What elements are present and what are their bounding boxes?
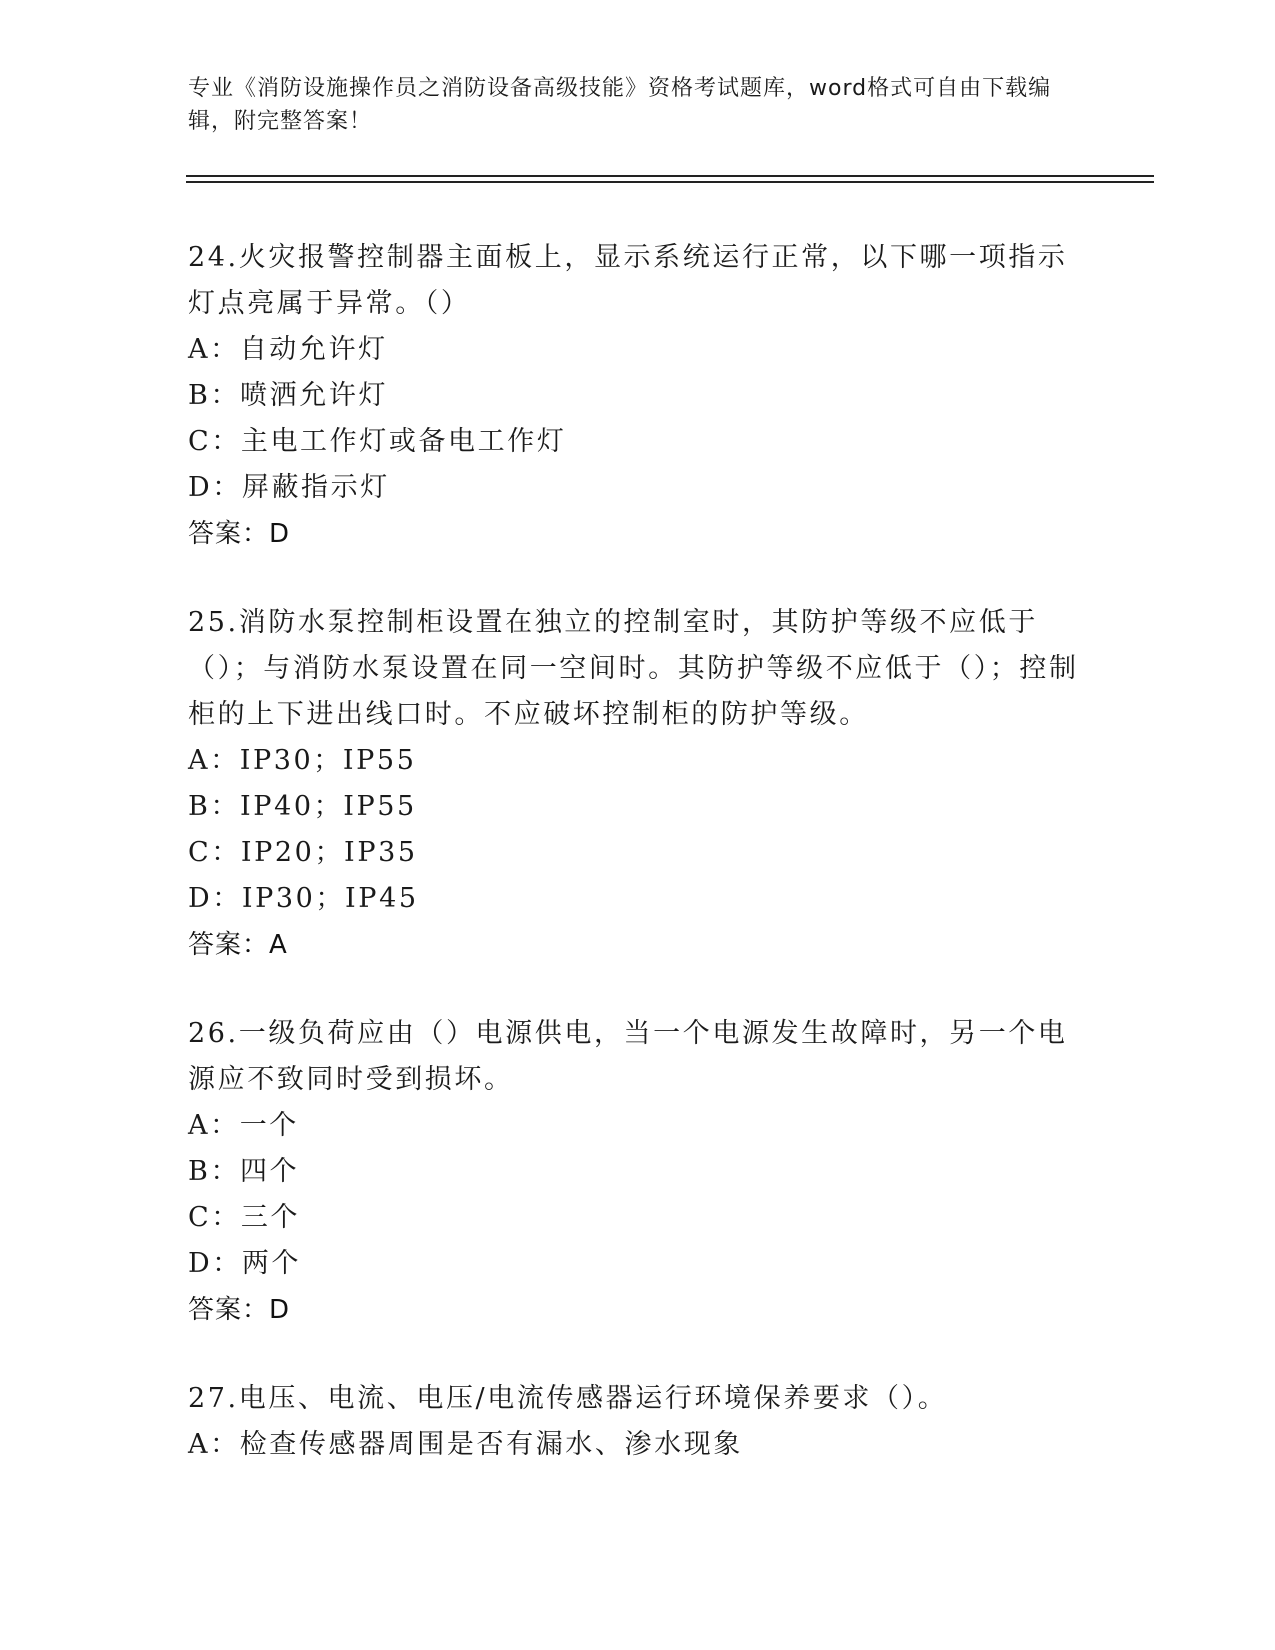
question-24 — [188, 235, 1088, 557]
option-a: A：IP30；IP55 — [188, 745, 417, 776]
header-divider-bottom — [186, 181, 1154, 183]
option-b: B：四个 — [188, 1156, 300, 1187]
question-27 — [188, 1376, 1088, 1468]
question-stem: 26.一级负荷应由（）电源供电，当一个电源发生故障时，另一个电源应不致同时受到损坏。 — [188, 1018, 1068, 1095]
option-a: A：一个 — [188, 1110, 299, 1141]
option-b: B：IP40；IP55 — [188, 791, 417, 822]
question-stem: 25.消防水泵控制柜设置在独立的控制室时，其防护等级不应低于（）；与消防水泵设置在同一空间时。其防护等级不应低于（）；控制柜的上下进出线口时。不应破坏控制柜的防护等级。 — [188, 607, 1079, 730]
answer: 答案：D — [188, 519, 291, 549]
option-c: C：三个 — [188, 1202, 301, 1233]
answer: 答案：D — [188, 1295, 291, 1325]
option-d: D：屏蔽指示灯 — [188, 472, 390, 503]
question-stem: 24.火灾报警控制器主面板上，显示系统运行正常，以下哪一项指示灯点亮属于异常。（） — [188, 242, 1068, 319]
option-c: C：主电工作灯或备电工作灯 — [188, 426, 567, 457]
option-c: C：IP20；IP35 — [188, 837, 418, 868]
header-divider-top — [186, 175, 1154, 177]
option-a: A：自动允许灯 — [188, 334, 388, 365]
question-26 — [188, 1011, 1088, 1333]
answer: 答案：A — [188, 930, 288, 960]
question-stem: 27.电压、电流、电压/电流传感器运行环境保养要求（）。 — [188, 1383, 948, 1414]
option-a: A：检查传感器周围是否有漏水、渗水现象 — [188, 1429, 743, 1460]
document-header: 专业《消防设施操作员之消防设备高级技能》资格考试题库，word格式可自由下载编辑，附完整答案！ — [188, 76, 1052, 134]
option-b: B：喷洒允许灯 — [188, 380, 389, 411]
option-d: D：两个 — [188, 1248, 302, 1279]
question-25 — [188, 600, 1088, 968]
option-d: D：IP30；IP45 — [188, 883, 419, 914]
